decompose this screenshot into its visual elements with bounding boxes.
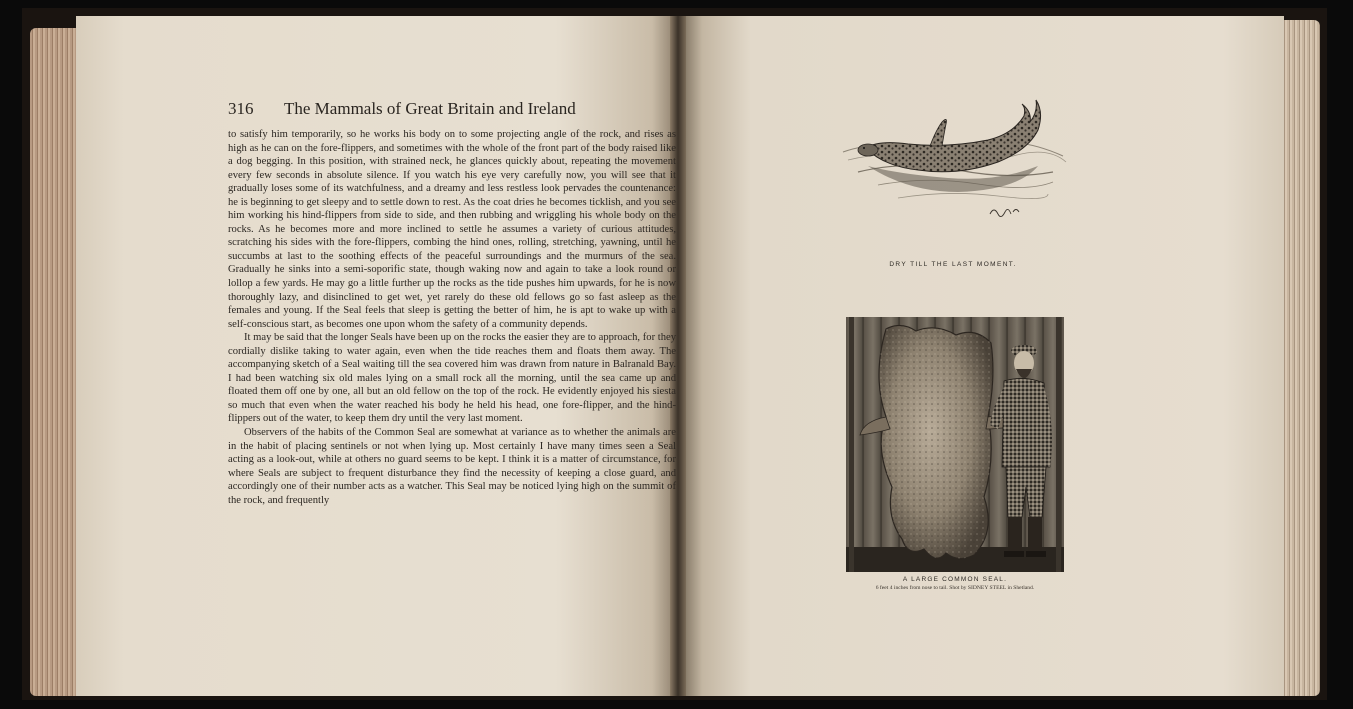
- page-number: 316: [228, 99, 254, 118]
- seal-sketch-illustration: [838, 90, 1068, 255]
- caption-seal-sketch: DRY TILL THE LAST MOMENT.: [889, 261, 1017, 268]
- running-head: The Mammals of Great Britain and Ireland: [284, 99, 576, 118]
- caption-photo-title: A LARGE COMMON SEAL.: [902, 576, 1008, 583]
- paragraph: It may be said that the longer Seals have been up on the rocks the easier they are to approach, for they cordially dislike taking to water again, even when the tide reaches them and floats them away. The accompanying sketch of a Seal waiting till the sea covered him was drawn from nature in Balranald Bay. I had been watching six old males lying on a small rock all the morning, until the sea came up and floated them off one by one, all but an old fellow on the top of the rock. He evidently enjoyed his siesta so much that even when the water reached his body he held his head, one fore-flipper, and the hind-flippers out of the water, to keep them dry until the very last moment.: [228, 332, 676, 425]
- page-edges-right: [1282, 20, 1320, 696]
- page-header: [228, 99, 678, 119]
- seal-skin-photograph: [846, 317, 1064, 572]
- paragraph: Observers of the habits of the Common Seal are somewhat at variance as to whether the animals are in the habit of placing sentinels or not when lying up. Most certainly I have many times seen a Seal acting as a look-out, while at others no guard seems to be kept. I think it is a matter of circumstance, for where Seals are subject to frequent disturbance they find the necessity of keeping a close guard, and accordingly one of their number acts as a watcher. This Seal may be noticed lying high on the summit of the rock, and frequently: [228, 427, 676, 506]
- body-text: [228, 128, 676, 507]
- photograph-image: [846, 317, 1064, 572]
- paragraph: to satisfy him temporarily, so he works his body on to some projecting angle of the rock, and rises as high as he can on the fore-flippers, and sometimes with the whole of the front part of the body raised like a dog begging. In this position, with strained neck, he glances quickly about, repeating the movement every few seconds in absolute silence. If you watch his eye very carefully now, you will see that it gradually loses some of its watchfulness, and a dreamy and less restless look pervades the countenance: he is beginning to get sleepy and to settle down to rest. As the coat dries he becomes ticklish, and you see him working his hind-flippers from side to side, and then rubbing and wriggling his whole body on the rocks. As he becomes more and more inclined to settle he assumes a variety of curious attitudes, scratching his sides with the fore-flippers, combing the hind ones, rolling, stretching, yawning, until he succumbs at last to the soothing effects of the peaceful surroundings and the murmurs of the sea. Gradually he sinks into a semi-soporific state, though waking now and again to take a look round or lollop a few yards. He may go a little further up the rocks as the tide pushes him upwards, for he is now thoroughly lazy, and disinclined to get wet, yet rarely do these old fellows go so fast asleep as the females and young. If the Seal feels that sleep is getting the better of him, he is apt to wake up with a self-conscious start, as becomes one upon whom the safety of a community depends.: [228, 129, 676, 330]
- page-edges-left: [30, 28, 76, 696]
- caption-photo-subtitle: 6 feet 4 inches from nose to tail. Shot by SIDNEY STEEL in Shetland.: [875, 585, 1035, 591]
